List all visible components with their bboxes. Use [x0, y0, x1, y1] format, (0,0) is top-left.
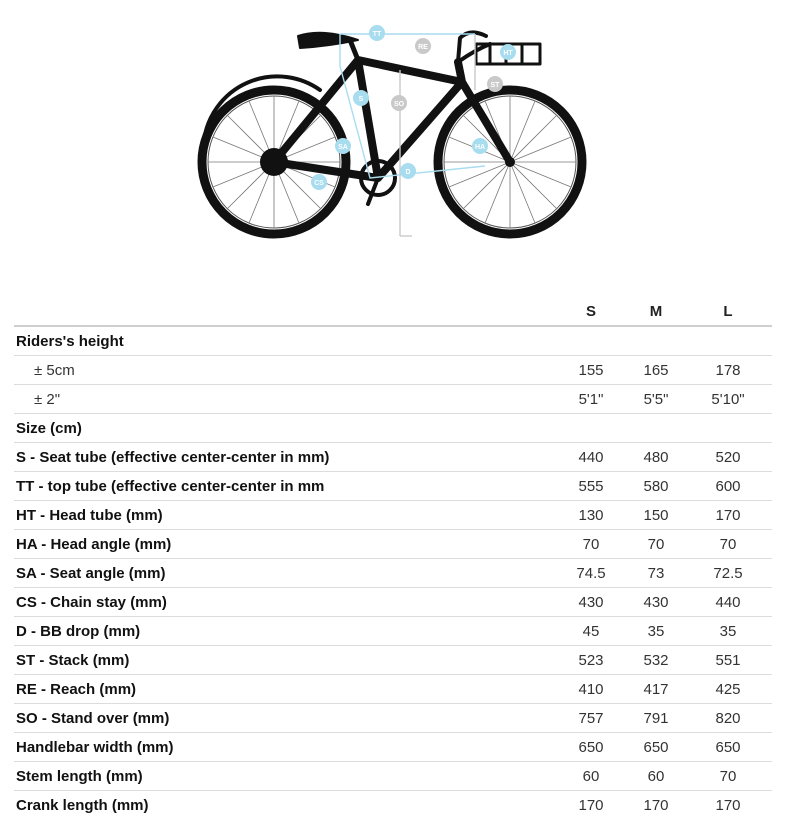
size-header-m: M	[628, 298, 684, 326]
value-s: 155	[554, 356, 628, 385]
row-label: HA - Head angle (mm)	[14, 530, 554, 559]
value-l: 440	[684, 588, 772, 617]
table-row	[14, 530, 772, 559]
marker-d	[400, 163, 416, 179]
marker-ht	[500, 44, 516, 60]
row-label: ST - Stack (mm)	[14, 646, 554, 675]
table-row	[14, 617, 772, 646]
table-row	[14, 704, 772, 733]
table-row	[14, 472, 772, 501]
marker-ha	[472, 138, 488, 154]
row-label: Crank length (mm)	[16, 796, 149, 814]
marker-s	[353, 90, 369, 106]
marker-so	[391, 95, 407, 111]
table-row	[14, 646, 772, 675]
value-m: 580	[628, 472, 684, 501]
value-s: 5'1"	[554, 385, 628, 414]
value-m: 150	[628, 501, 684, 530]
bike-geometry-diagram	[190, 10, 600, 242]
row-label: ± 2"	[14, 385, 554, 414]
value-m: 791	[628, 704, 684, 733]
value-l: 820	[684, 704, 772, 733]
value-s: 45	[554, 617, 628, 646]
table-row	[14, 588, 772, 617]
svg-text:HA: HA	[474, 144, 486, 151]
row-label: RE - Reach (mm)	[14, 675, 554, 704]
table-row	[14, 326, 772, 356]
table-row	[14, 791, 772, 819]
value-l: 170	[684, 501, 772, 530]
svg-text:ST: ST	[490, 82, 500, 89]
marker-re	[415, 38, 431, 54]
value-m: 35	[628, 617, 684, 646]
value-l: 600	[684, 472, 772, 501]
row-label: SO - Stand over (mm)	[14, 704, 554, 733]
value-m	[628, 414, 684, 443]
value-m: 532	[628, 646, 684, 675]
row-label: Handlebar width (mm)	[14, 733, 554, 762]
table-row	[14, 559, 772, 588]
value-m: 60	[628, 762, 684, 791]
value-s: 74.5	[554, 559, 628, 588]
value-l: 520	[684, 443, 772, 472]
value-s: 523	[554, 646, 628, 675]
value-m: 650	[628, 733, 684, 762]
value-s: 170	[578, 796, 604, 814]
marker-tt	[369, 25, 385, 41]
saddle	[298, 33, 358, 48]
table-row	[14, 762, 772, 791]
table-row	[14, 443, 772, 472]
value-s: 757	[554, 704, 628, 733]
value-m: 480	[628, 443, 684, 472]
value-s: 70	[554, 530, 628, 559]
value-m: 73	[628, 559, 684, 588]
svg-text:D: D	[405, 169, 411, 176]
value-l: 70	[684, 530, 772, 559]
value-s: 430	[554, 588, 628, 617]
row-label: Stem length (mm)	[14, 762, 554, 791]
value-l: 425	[684, 675, 772, 704]
value-l: 70	[684, 762, 772, 791]
value-s: 60	[554, 762, 628, 791]
value-m: 70	[628, 530, 684, 559]
row-label: HT - Head tube (mm)	[14, 501, 554, 530]
handlebar	[458, 32, 490, 62]
row-label: Size (cm)	[14, 414, 554, 443]
value-m: 165	[628, 356, 684, 385]
value-s: 440	[554, 443, 628, 472]
marker-st	[487, 76, 503, 92]
value-s: 410	[554, 675, 628, 704]
value-l: 551	[684, 646, 772, 675]
value-s	[554, 414, 628, 443]
value-s: 130	[554, 501, 628, 530]
svg-text:HT: HT	[503, 50, 513, 57]
size-header-row	[14, 298, 772, 326]
value-l: 72.5	[684, 559, 772, 588]
value-m: 430	[628, 588, 684, 617]
value-s: 650	[554, 733, 628, 762]
marker-cs	[311, 174, 327, 190]
value-l	[684, 414, 772, 443]
value-m	[628, 326, 684, 356]
svg-text:RE: RE	[418, 44, 428, 51]
table-row	[14, 675, 772, 704]
value-l	[684, 326, 772, 356]
table-row	[14, 414, 772, 443]
row-label: ± 5cm	[14, 356, 554, 385]
value-m: 170	[643, 796, 669, 814]
geometry-table	[14, 298, 772, 819]
svg-text:SA: SA	[338, 144, 348, 151]
size-header-s: S	[554, 298, 628, 326]
table-row	[14, 501, 772, 530]
size-header-l: L	[684, 298, 772, 326]
table-row	[14, 733, 772, 762]
row-label: TT - top tube (effective center-center in mm	[14, 472, 554, 501]
svg-text:CS: CS	[314, 180, 324, 187]
value-l: 35	[684, 617, 772, 646]
row-label: S - Seat tube (effective center-center in mm)	[14, 443, 554, 472]
row-label: D - BB drop (mm)	[14, 617, 554, 646]
table-row	[14, 356, 772, 385]
header-empty	[14, 298, 554, 326]
value-m: 417	[628, 675, 684, 704]
marker-sa	[335, 138, 351, 154]
svg-text:S: S	[358, 96, 364, 103]
bike-silhouette	[202, 32, 582, 234]
value-l: 170	[715, 796, 741, 814]
row-label: SA - Seat angle (mm)	[14, 559, 554, 588]
value-l: 5'10"	[684, 385, 772, 414]
value-s	[554, 326, 628, 356]
value-l: 178	[684, 356, 772, 385]
table-row	[14, 385, 772, 414]
row-label: CS - Chain stay (mm)	[14, 588, 554, 617]
svg-text:TT: TT	[372, 31, 382, 38]
value-l: 650	[684, 733, 772, 762]
row-label: Riders's height	[14, 326, 554, 356]
value-m: 5'5"	[628, 385, 684, 414]
svg-text:SO: SO	[393, 101, 405, 108]
value-s: 555	[554, 472, 628, 501]
